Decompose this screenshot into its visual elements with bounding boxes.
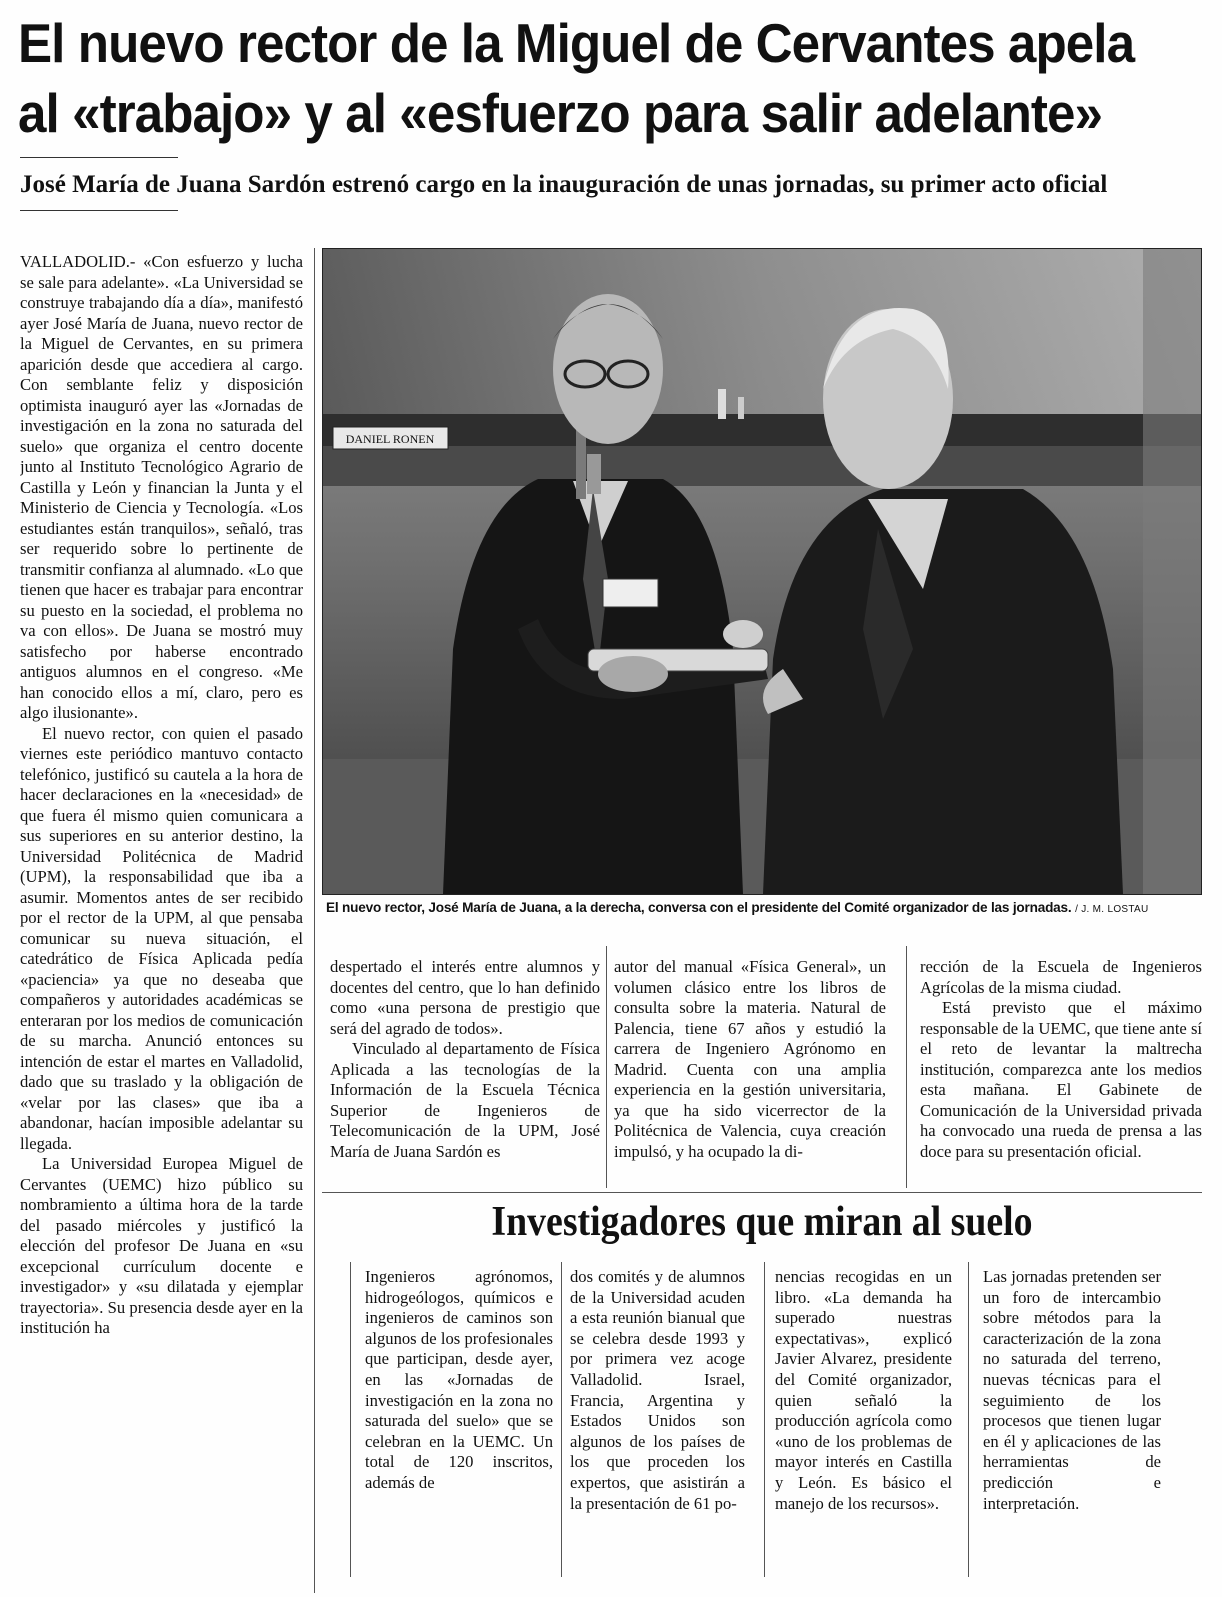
- paragraph: rección de la Escuela de Ingenieros Agrícolas de la misma ciudad.: [920, 957, 1202, 997]
- paragraph: despertado el interés entre alumnos y docentes del centro, que lo han definido como «una persona de prestigio que será del agrado de todos».: [330, 957, 600, 1038]
- paragraph: Las jornadas pretenden ser un foro de intercambio sobre métodos para la caracterización de la zona no saturada del terreno, nuevas técnicas para el seguimiento de los procesos que tienen lugar en él y aplicaciones de las herramientas de predicción e interpretación.: [983, 1267, 1161, 1513]
- sidebar-column-1: [365, 1267, 553, 1577]
- paragraph: VALLADOLID.- «Con esfuerzo y lucha se sale para adelante». «La Universidad se construye trabajando día a día», manifestó ayer José María de Juana, nuevo rector de la Miguel de Cervantes, en su primera aparición desde que accediera al cargo. Con semblante feliz y disposición optimista inauguró ayer las «Jornadas de investigación en la zona no saturada del suelo» que organiza el centro docente junto al Instituto Tecnológico Agrario de Castilla y León y financian la Junta y el Ministerio de Ciencia y Tecnología. «Los estudiantes están tranquilos», señaló, tras ser requerido sobre lo pertinente de transmitir confianza al alumnado. «Lo que tienen que hacer es trabajar para encontrar su puesto en la sociedad, el problema no va con ellos». De Juana se mostró muy satisfecho por haberse encontrado antiguos alumnos en el congreso. «Me han conocido ellos a mí, claro, pero es algo ilusionante».: [20, 252, 303, 722]
- paragraph: La Universidad Europea Miguel de Cervantes (UEMC) hizo público su nombramiento a última hora de la tarde del pasado miércoles y justificó la elección del profesor De Juana en «su excepcional currículum docente e investigador» y «su dilatada y ejemplar trayectoria». Su presencia desde ayer en la institución ha: [20, 1154, 303, 1337]
- sidebar-top-rule: [322, 1192, 1202, 1193]
- subheadline: José María de Juana Sardón estrenó cargo en la inauguración de unas jornadas, su primer acto oficial: [20, 171, 1108, 198]
- paragraph: dos comités y de alumnos de la Universidad acuden a esta reunión bianual que se celebra desde 1993 y por primera vez acoge Valladolid. Israel, Francia, Argentina y Estados Unidos son algunos de los países de los que proceden los expertos, que asistirán a la presentación de 61 po-: [570, 1267, 745, 1513]
- body-column-2: [330, 957, 600, 1187]
- sidebar-column-3: [775, 1267, 952, 1577]
- body-column-4: [920, 957, 1202, 1187]
- column-divider: [606, 946, 607, 1188]
- sidebar-divider: [561, 1262, 562, 1577]
- headline: [18, 8, 1135, 148]
- sidebar-divider: [350, 1262, 351, 1577]
- paragraph: El nuevo rector, con quien el pasado viernes este periódico mantuvo contacto telefónico, justificó su cautela a la hora de hacer declaraciones en la «necesidad» de que fuera él mismo quien comunicara a sus superiores en su anterior destino, la Universidad Politécnica de Madrid (UPM), la responsabilidad que iba a asumir. Momentos antes de ser recibido por el rector de la UPM, al que pensaba comunicar su nueva situación, el catedrático de Física Aplicada pedía «paciencia» ya que no deseaba que compañeros y autoridades académicas se enteraran por los medios de comunicación de su marcha. Anunció entonces su intención de estar el martes en Valladolid, dado que su traslado y la obligación de «velar por las clases» que iba a abandonar, hacían imposible adelantar su llegada.: [20, 723, 303, 1153]
- body-column-1: [20, 252, 303, 1592]
- paragraph: Está previsto que el máximo responsable de la UEMC, que tiene ante sí el reto de levantar la maltrecha institución, comparezca ante los medios esta mañana. El Gabinete de Comunicación de la Universidad privada ha convocado una rueda de prensa a las doce para su presentación oficial.: [920, 998, 1202, 1161]
- sidebar-divider: [968, 1262, 969, 1577]
- nameplate-text: DANIEL RONEN: [345, 432, 435, 446]
- paragraph: autor del manual «Física General», un volumen clásico entre los libros de consulta sobre la materia. Natural de Palencia, tiene 67 años y estudió la carrera de Ingeniero Agrónomo en Madrid. Cuenta con una amplia experiencia en la gestión universitaria, ya que ha sido vicerrector de la Politécnica de Valencia, cuya creación impulsó, y ha ocupado la di-: [614, 957, 886, 1161]
- sidebar-column-4: [983, 1267, 1161, 1577]
- paragraph: Vinculado al departamento de Física Aplicada a las tecnologías de la Información de la Escuela Técnica Superior de Ingenieros de Telecomunicación de la UPM, José María de Juana Sardón es: [330, 1039, 600, 1161]
- sidebar-title: Investigadores que miran al suelo: [491, 1199, 1033, 1245]
- rule-top: [20, 157, 178, 158]
- paragraph: Ingenieros agrónomos, hidrogeólogos, químicos e ingenieros de caminos son algunos de los profesionales que participan, desde ayer, en las «Jornadas de investigación en la zona no saturada del suelo» que se celebran en la UEMC. Un total de 120 inscritos, además de: [365, 1267, 553, 1492]
- nameplate: [333, 427, 448, 449]
- sidebar-divider: [764, 1262, 765, 1577]
- photo-illustration: [323, 249, 1201, 894]
- photo-credit: / J. M. LOSTAU: [1075, 904, 1149, 915]
- sidebar-column-2: [570, 1267, 745, 1577]
- rule-bottom: [20, 210, 178, 211]
- headline-line-2: al «trabajo» y al «esfuerzo para salir adelante»: [18, 82, 1103, 144]
- main-column-divider: [314, 248, 315, 1593]
- body-column-3: [614, 957, 886, 1187]
- column-divider: [906, 946, 907, 1188]
- headline-line-1: El nuevo rector de la Miguel de Cervantes apela: [18, 12, 1135, 74]
- photo-caption: [326, 900, 1206, 915]
- news-photo: [322, 248, 1202, 895]
- caption-text: El nuevo rector, José María de Juana, a la derecha, conversa con el presidente del Comité organizador de las jornadas.: [326, 900, 1072, 915]
- paragraph: nencias recogidas en un libro. «La demanda ha superado nuestras expectativas», explicó Javier Alvarez, presidente del Comité organizador, quien señaló la producción agrícola como «uno de los problemas de mayor interés en Castilla y León. Es básico el manejo de los recursos».: [775, 1267, 952, 1513]
